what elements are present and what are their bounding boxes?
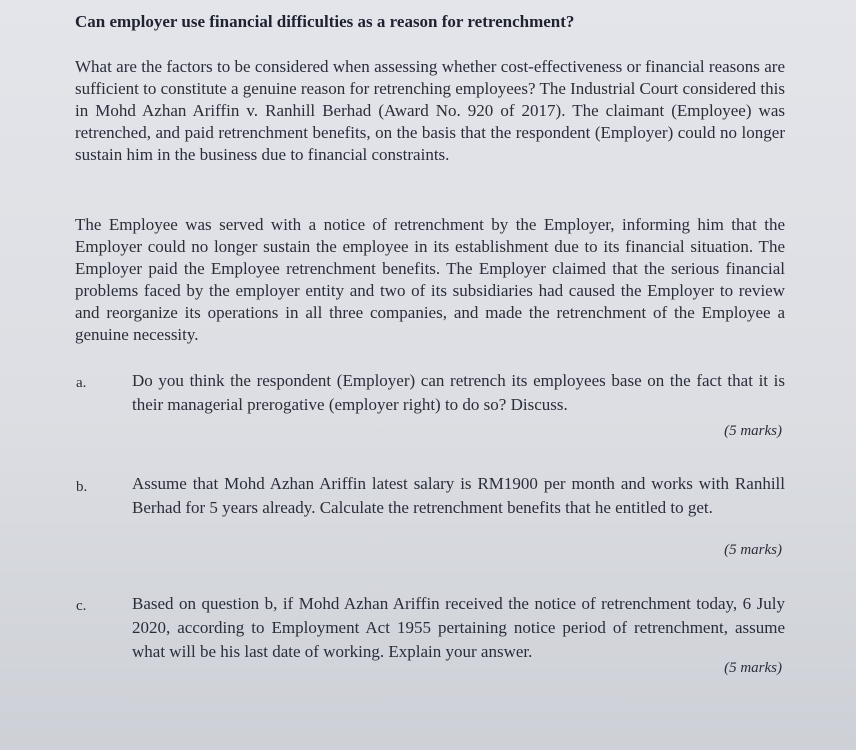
document-title: Can employer use financial difficulties as a reason for retrenchment? (75, 12, 575, 31)
paragraph-case-facts: The Employee was served with a notice of retrenchment by the Employer, informing him that the Employer could no longer sustain the employee in its establishment due to its financial situation. The Employer paid the Employee retrenchment benefits. The Employer claimed that the serious financial problems faced by the employer entity and two of its subsidiaries had caused the Employer to review and reorganize its operations in all three companies, and made the retrenchment of the Employee a genuine necessity. (75, 215, 785, 344)
paragraph-intro: What are the factors to be considered when assessing whether cost-effectiveness or financial reasons are sufficient to constitute a genuine reason for retrenching employees? The Industrial Court considered this in Mohd Azhan Ariffin v. Ranhill Berhad (Award No. 920 of 2017). The claimant (Employee) was retrenched, and paid retrenchment benefits, on the basis that the respondent (Employer) could no longer sustain him in the business due to financial constraints. (75, 57, 785, 164)
question-b-marks: (5 marks) (724, 542, 782, 558)
question-a-text: Do you think the respondent (Employer) can retrench its employees base on the fact that it is their managerial prerogative (employer right) to do so? Discuss. (132, 371, 785, 414)
question-b-label: b. (76, 479, 88, 495)
question-c-label: c. (76, 598, 87, 614)
question-a-label: a. (76, 375, 87, 391)
question-c-marks: (5 marks) (724, 660, 782, 676)
question-c-text: Based on question b, if Mohd Azhan Ariffin received the notice of retrenchment today, 6 July 2020, according to Employment Act 1955 pertaining notice period of retrenchment, assume what will be his last date of working. Explain your answer. (132, 594, 785, 661)
question-b-text: Assume that Mohd Azhan Ariffin latest salary is RM1900 per month and works with Ranhill Berhad for 5 years already. Calculate the retrenchment benefits that he entitled to get. (132, 474, 785, 517)
question-a-marks: (5 marks) (724, 423, 782, 439)
